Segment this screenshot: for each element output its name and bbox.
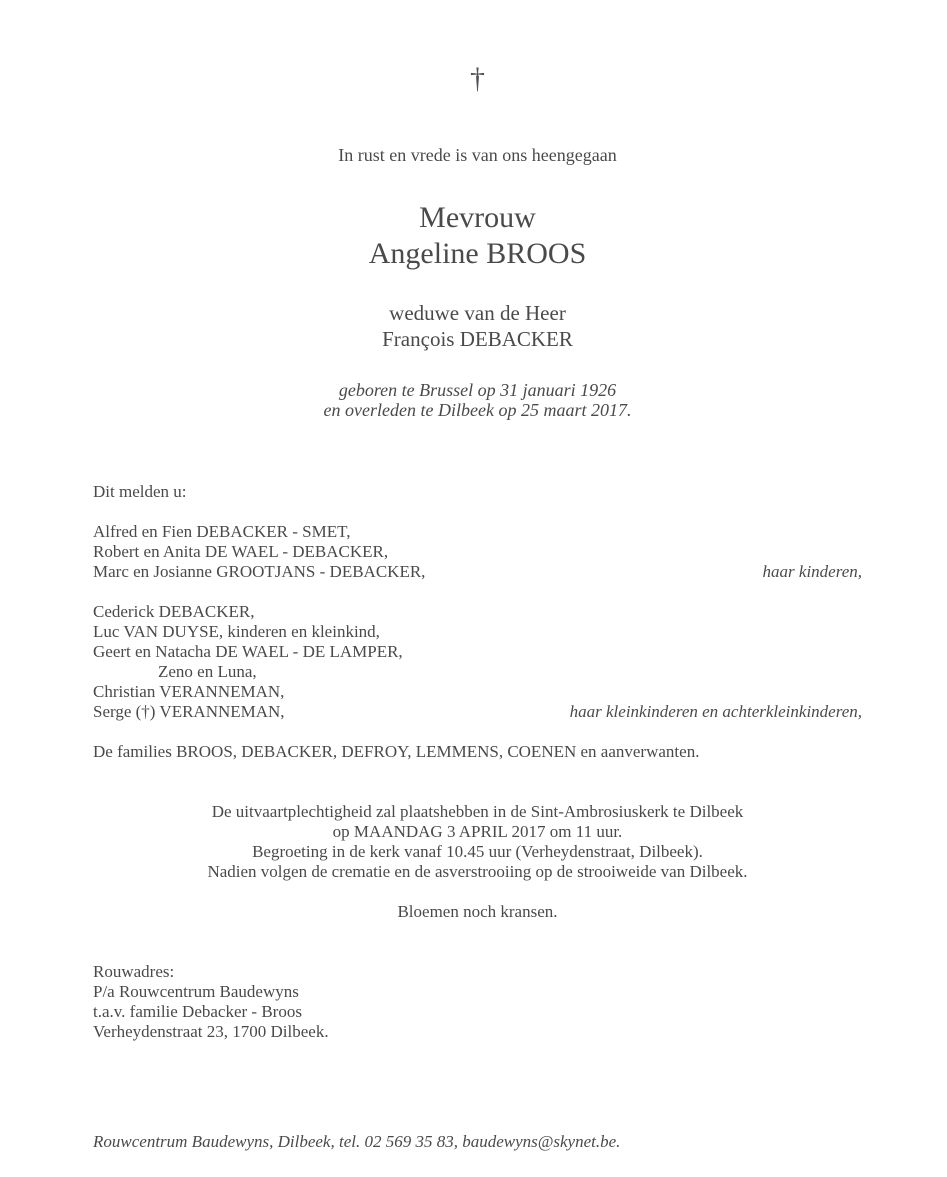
intro-line: In rust en vrede is van ons heengegaan bbox=[338, 145, 617, 165]
children-relation-label: haar kinderen, bbox=[762, 562, 862, 581]
families-line: De families BROOS, DEBACKER, DEFROY, LEMMENS, COENEN en aanverwanten. bbox=[93, 742, 700, 761]
family-line bbox=[93, 542, 862, 562]
ceremony-line: Nadien volgen de crematie en de asverstrooiing op de strooiweide van Dilbeek. bbox=[207, 862, 748, 881]
family-line bbox=[93, 642, 862, 662]
mourning-address-label: Rouwadres: bbox=[93, 962, 175, 981]
family-line bbox=[93, 702, 862, 722]
family-line-text: Robert en Anita DE WAEL - DEBACKER, bbox=[93, 542, 389, 561]
family-line-text: Serge (†) VERANNEMAN, bbox=[93, 702, 285, 721]
children-list bbox=[93, 522, 862, 582]
family-line bbox=[93, 662, 862, 682]
family-line bbox=[93, 562, 862, 582]
family-line-text: Cederick DEBACKER, bbox=[93, 602, 255, 621]
grandchildren-relation-label: haar kleinkinderen en achterkleinkinderen, bbox=[569, 702, 862, 721]
funeral-home-footer: Rouwcentrum Baudewyns, Dilbeek, tel. 02 569 35 83, baudewyns@skynet.be. bbox=[93, 1132, 621, 1151]
family-line bbox=[93, 682, 862, 702]
deceased-name: Angeline BROOS bbox=[368, 237, 587, 270]
widow-line-1: weduwe van de Heer bbox=[389, 301, 566, 325]
ceremony-line: op MAANDAG 3 APRIL 2017 om 11 uur. bbox=[332, 822, 623, 841]
cross-icon: † bbox=[470, 62, 485, 95]
mourning-address-line: t.a.v. familie Debacker - Broos bbox=[93, 1002, 302, 1021]
dates-block bbox=[93, 380, 862, 420]
mourning-address-line: P/a Rouwcentrum Baudewyns bbox=[93, 982, 299, 1001]
family-line-text: Geert en Natacha DE WAEL - DE LAMPER, bbox=[93, 642, 403, 661]
announce-line: Dit melden u: bbox=[93, 482, 187, 501]
family-line bbox=[93, 622, 862, 642]
widow-line-2: François DEBACKER bbox=[382, 327, 573, 351]
ceremony-line: De uitvaartplechtigheid zal plaatshebben in de Sint-Ambrosiuskerk te Dilbeek bbox=[211, 802, 744, 821]
deceased-title: Mevrouw bbox=[419, 201, 536, 234]
deceased-name-block bbox=[93, 200, 862, 272]
family-line bbox=[93, 602, 862, 622]
died-line: en overleden te Dilbeek op 25 maart 2017. bbox=[323, 400, 632, 420]
family-line bbox=[93, 522, 862, 542]
ceremony-line: Begroeting in de kerk vanaf 10.45 uur (Verheydenstraat, Dilbeek). bbox=[252, 842, 703, 861]
mourning-address-line: Verheydenstraat 23, 1700 Dilbeek. bbox=[93, 1022, 329, 1041]
grandchildren-list bbox=[93, 602, 862, 722]
born-line: geboren te Brussel op 31 januari 1926 bbox=[338, 380, 617, 400]
flowers-line: Bloemen noch kransen. bbox=[397, 902, 558, 921]
widow-block bbox=[93, 300, 862, 352]
family-line-text: Zeno en Luna, bbox=[158, 662, 257, 681]
family-line-text: Marc en Josianne GROOTJANS - DEBACKER, bbox=[93, 562, 426, 581]
family-line-text: Christian VERANNEMAN, bbox=[93, 682, 285, 701]
family-line-text: Alfred en Fien DEBACKER - SMET, bbox=[93, 522, 351, 541]
mourning-address-block bbox=[93, 962, 862, 1042]
family-line-text: Luc VAN DUYSE, kinderen en kleinkind, bbox=[93, 622, 380, 641]
ceremony-block bbox=[93, 802, 862, 882]
